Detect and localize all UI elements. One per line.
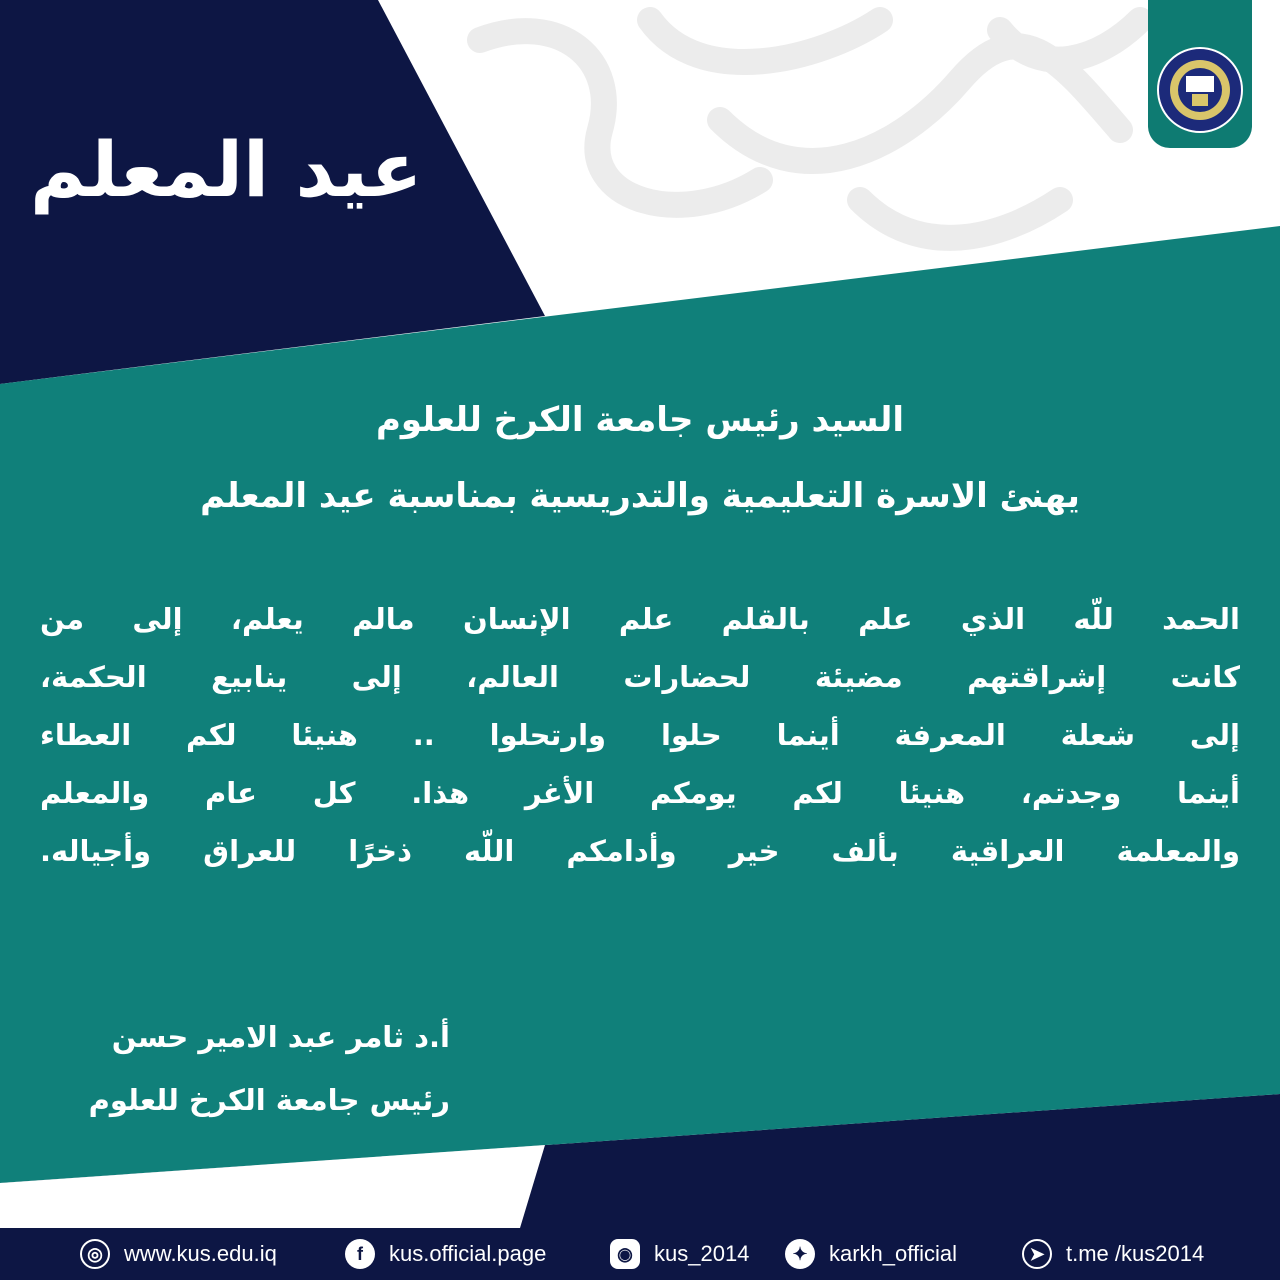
- facebook-icon: f: [345, 1239, 375, 1269]
- telegram-icon: ➤: [1022, 1239, 1052, 1269]
- footer-instagram[interactable]: [610, 1238, 749, 1270]
- announcement-heading-line1: السيد رئيس جامعة الكرخ للعلوم: [375, 400, 905, 440]
- body-line: إلى شعلة المعرفة أينما حلوا وارتحلوا .. هنيئا لكم العطاء: [40, 718, 1240, 752]
- university-logo: [1148, 0, 1252, 148]
- signature-title: رئيس جامعة الكرخ للعلوم: [88, 1083, 450, 1117]
- calligraphy-watermark: [480, 20, 1140, 238]
- headline: عيد المعلم: [30, 125, 423, 214]
- globe-icon: ◎: [80, 1239, 110, 1269]
- twitter-label: karkh_official: [829, 1241, 957, 1266]
- footer-facebook[interactable]: [345, 1238, 546, 1270]
- body-line: أينما وجدتم، هنيئا لكم يومكم الأغر هذا. كل عام والمعلم: [40, 776, 1240, 810]
- instagram-label: kus_2014: [654, 1241, 750, 1266]
- facebook-label: kus.official.page: [389, 1241, 547, 1266]
- signature-name: أ.د ثامر عبد الامير حسن: [111, 1020, 450, 1054]
- footer-twitter[interactable]: [785, 1238, 957, 1270]
- announcement-body: [40, 590, 1240, 880]
- body-line: الحمد للّه الذي علم بالقلم علم الإنسان مالم يعلم، إلى من: [40, 602, 1240, 636]
- footer-website[interactable]: [80, 1238, 277, 1270]
- body-line: والمعلمة العراقية بألف خير وأدامكم اللّه ذخرًا للعراق وأجياله.: [40, 834, 1240, 868]
- university-seal-icon: [1156, 46, 1244, 134]
- footer-telegram[interactable]: [1022, 1238, 1204, 1270]
- instagram-icon: ◉: [610, 1239, 640, 1269]
- website-label: www.kus.edu.iq: [124, 1241, 277, 1266]
- footer-contacts: [0, 1228, 1280, 1280]
- telegram-label: t.me /kus2014: [1066, 1241, 1205, 1266]
- body-line: كانت إشراقتهم مضيئة لحضارات العالم، إلى ينابيع الحكمة،: [40, 660, 1240, 694]
- twitter-icon: ✦: [785, 1239, 815, 1269]
- announcement-heading-line2: يهنئ الاسرة التعليمية والتدريسية بمناسبة عيد المعلم: [200, 476, 1080, 516]
